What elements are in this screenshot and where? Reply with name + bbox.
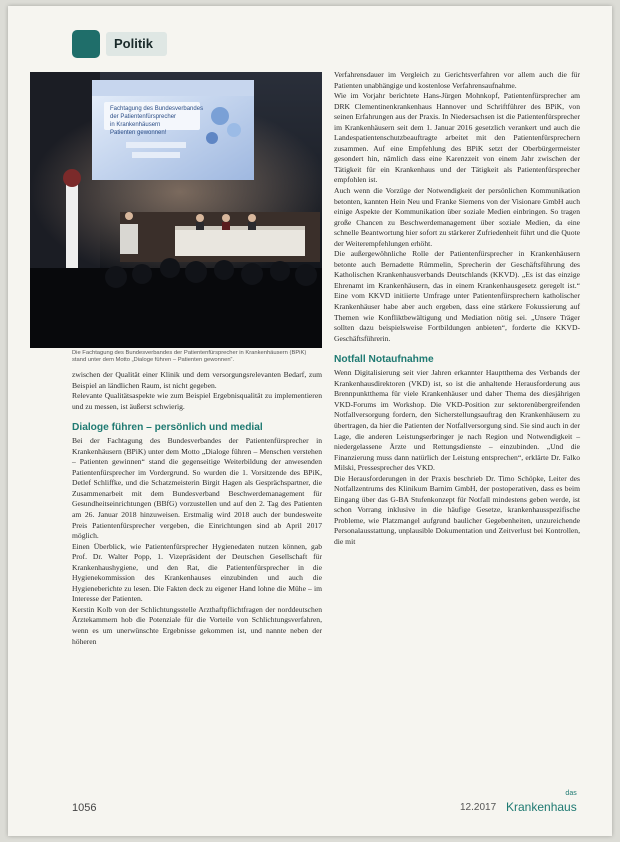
magazine-page (8, 6, 612, 836)
right-text-column (334, 70, 580, 548)
section-heading: Dialoge führen – persönlich und medial (72, 422, 263, 434)
logo-small-text: das (565, 790, 577, 797)
paragraph: zwischen der Qualität einer Klinik und dem versorgungsrelevanten Bedarf, zum Beispiel an ländlichen Raum, ist nicht gegeben. (72, 370, 322, 390)
issue-label: 12.2017 (460, 802, 497, 813)
paragraph: Die Herausforderungen in der Praxis beschrieb Dr. Timo Schöpke, Leiter des Notfallzentrums des Klinikum Barnim GmbH, der postoperativen, dass es beim Eingang über das G-BA Stufenkonzept für Notfall mindestens geben werde, ist schon Vorrang inklusive in die häufige Gesetze, krankenhausspezifische Probleme, wie Platzmangel aufgrund baulicher Gegebenheiten, unzureichende Personalausstattung, unplausible Dokumentation und Zeitverlust bei Kontrollen, die mit (334, 473, 580, 546)
left-text-column (72, 370, 322, 647)
paragraph: Wie im Vorjahr berichtete Hans-Jürgen Mohnkopf, Patientenfürsprecher am DRK Clementinenkrankenhaus Hannover und Schriftführer des BPiK, von seinen Erfahrungen aus der Praxis. In Niedersachsen ist die Patientenfürsprecher im Krankenhäusern seit dem 1. Januar 2016 gesetzlich verankert und auch die Landespatientenschutzbeauftragte arbeitet mit den Patientenfürsprechern zusammen. Auf eine Empfehlung des BPiK setzt der Oberbürgermeister gesondert hin, nämlich dass eine Karenzzeit von einem Jahr zwischen der Tätigkeit für ein Krankenhaus und der Tätigkeit als Patientenfürsprecher empfohlen ist. (334, 91, 580, 185)
logo-main-text: Krankenhaus (506, 800, 577, 814)
screen-text-line: in Krankenhäusern (110, 122, 161, 128)
section-color-badge (72, 30, 100, 58)
screen-text-line: Patienten gewonnen! (110, 130, 167, 136)
conference-stage-photo (30, 72, 322, 348)
paragraph: Bei der Fachtagung des Bundesverbandes der Patientenfürsprecher in Krankenhäusern (BPiK) unter dem Motto „Dialoge führen – Menschen verstehen – Patienten gewinnen“ stand die gegenseitige Weiterbildung der anwesenden Patientenfürsprecher im Vordergrund. So wurden die 1. Vorsitzende des BPiK, Detlef Schliffke, und die Schatzmeisterin Birgit Hagen als Gesprächspartner, die Zusammenarbeit mit dem Bundesverband Beschwerdemanagement für Gesundheitseinrichtungen (BBfG) vorzustellen und auf den 2. Tag des Patienten am 26. Januar 2018 hinzuweisen. Erstmalig wird 2018 auch der bundesweite Preis Patientenfürsprecher vergeben, die Einrichtungen sind ab April 2017 möglich. (72, 436, 322, 541)
screen-text-line: Fachtagung des Bundesverbandes (110, 106, 204, 112)
photo-caption: Die Fachtagung des Bundesverbandes der Patientenfürsprecher in Krankenhäusern (BPiK) stand unter dem Motto „Dialoge führen – Patienten gewonnen“. (72, 350, 307, 363)
paragraph: Auch wenn die Vorzüge der Notwendigkeit der persönlichen Kommunikation betonten, kannten Hein Neu und Franke Siemens von der Visionare GmbH auch einige Aspekte der Kommunikation über soziale Medien einbringen. So tragen große Chancen zu Beschwerdemanagement über soziale Medien, da eine schnelle Beantwortung hier sofort zu stärkerer Zufriedenheit führt und die Quote der Weiterempfehlungen erhöht. (334, 186, 580, 248)
section-heading: Notfall Notaufnahme (334, 354, 434, 366)
page-number: 1056 (72, 802, 97, 814)
paragraph: Wenn Digitalisierung seit vier Jahren erkannter Hauptthema des Verbands der Krankenhausdirektoren (VKD) ist, so ist die anhaltende Herausforderung aus Brennpunktthema für viele Krankenhäuser und daher Thema des diesjährigen VKD-Forums im Workshop. Die VKD-Position zur sektorenübergreifenden Notfallversorgung fordern, den Sicherstellungsauftrag den Krankenhäusern zu übertragen, da hier die Patienten der Notfallversorgung sind. Sie sind auch in der Lage, die anderen Leistungserbringer je nach Region und Notwendigkeit – niedergelassene Ärzte und Rettungsdienste – einzubinden. „Und die Finanzierung muss dann natürlich der Leistung entsprechen“, erklärte Dr. Falko Milski, Pressesprecher des VKD. (334, 368, 580, 473)
screen-text-line: der Patientenfürsprecher (110, 114, 177, 120)
paragraph: Die außergewöhnliche Rolle der Patientenfürsprecher in Krankenhäusern betonte auch Bernadette Rümmelin, Sprecherin der Geschäftsführung des Katholischen Krankenhausverbands Deutschlands (KKVD). „Es ist das einzige Ehrenamt im Krankenhäusern, das in einem Krankenhausgesetz geregelt ist.“ Eine vom KKVD initiierte Umfrage unter Patientenfürsprechern katholischer Krankenhäuser habe aber auch ergeben, dass eine stärkere Fokussierung auf Themen wie Konfliktbewältigung und Mediation nötig sei. „Unsere Träger sollten dazu beispielsweise Fortbildungen anbieten“, forderte die KKVD-Geschäftsführerin. (334, 249, 580, 343)
paragraph: Verfahrensdauer im Vergleich zu Gerichtsverfahren vor allem auch die für Patienten unabhängige und kostenlose Verfahrensaufnahme. (334, 70, 580, 90)
photo-illustration (30, 72, 322, 348)
magazine-logo (506, 790, 577, 816)
section-label: Politik (106, 32, 167, 56)
paragraph: Einen Überblick, wie Patientenfürsprecher Hygienedaten nutzen können, gab Prof. Dr. Walter Popp, 1. Vizepräsident der Deutschen Gesellschaft für Krankenhaushygiene, und den Rat, die Patientenfürsprecher in die Hygienekommission des Krankenhauses einzubinden und auch die Hygieneberichte zu lesen. Die Fakten deck zu eigener Hand lohne die Mühe – im Interesse der Patienten. (72, 541, 322, 604)
paragraph: Kerstin Kolb von der Schlichtungsstelle Arzthaftpflichtfragen der norddeutschen Ärztekammern hob die Potenziale für die Vorteile von Schlichtungsverfahren, wenn es um unerwünschte Ergebnisse gekommen ist, und nannte neben der höheren (72, 604, 322, 646)
paragraph: Relevante Qualitätsaspekte wie zum Beispiel Ergebnisqualität zu implementieren und zu messen, ist äußerst schwierig. (72, 391, 322, 411)
